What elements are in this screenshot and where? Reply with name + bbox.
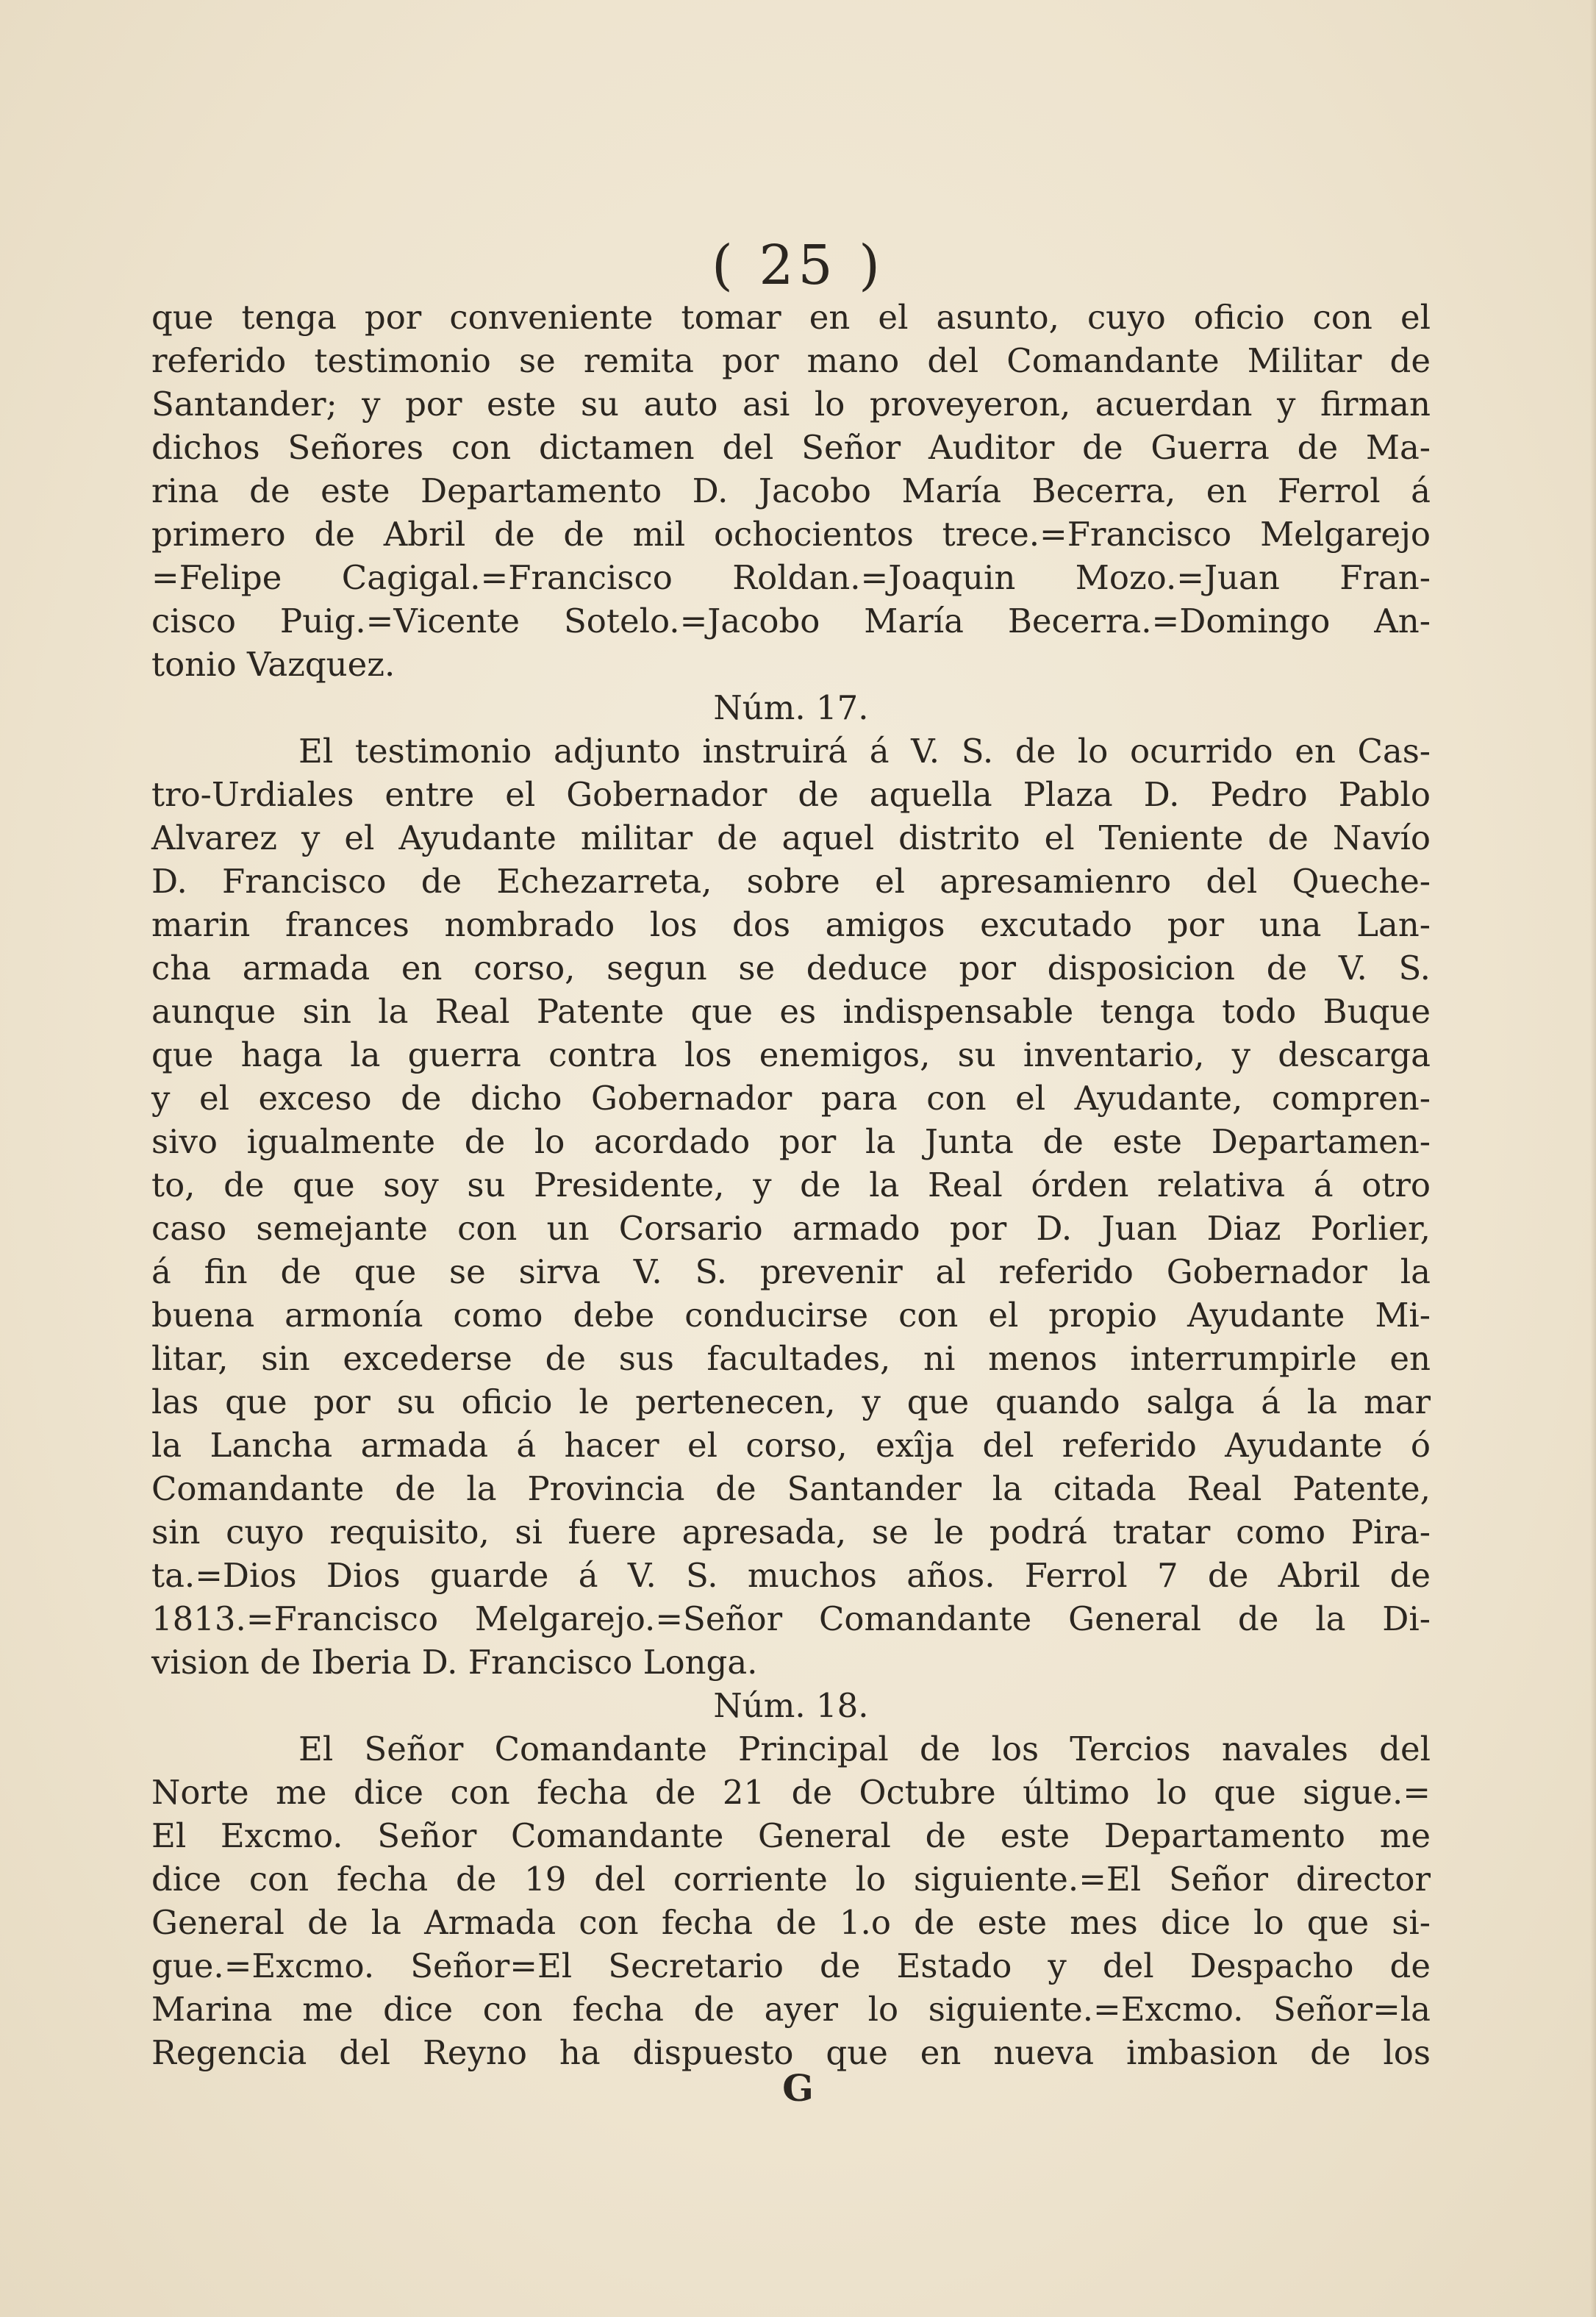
- text-line: aunque sin la Real Patente que es indispensable tenga todo Buque: [151, 992, 1431, 1031]
- text-line: sivo igualmente de lo acordado por la Junta de este Departamen-: [151, 1122, 1431, 1161]
- text-line: cisco Puig.=Vicente Sotelo.=Jacobo María Becerra.=Domingo An-: [151, 601, 1431, 640]
- text-line: rina de este Departamento D. Jacobo María Becerra, en Ferrol á: [151, 471, 1431, 510]
- signature-mark: G: [782, 2066, 814, 2110]
- text-line: vision de Iberia D. Francisco Longa.: [151, 1643, 758, 1682]
- text-line: referido testimonio se remita por mano del Comandante Militar de: [151, 341, 1431, 380]
- text-line: Alvarez y el Ayudante militar de aquel distrito el Teniente de Navío: [151, 818, 1431, 857]
- text-line: tro-Urdiales entre el Gobernador de aquella Plaza D. Pedro Pablo: [151, 775, 1431, 814]
- text-line: dichos Señores con dictamen del Señor Auditor de Guerra de Ma-: [151, 428, 1431, 467]
- text-line: gue.=Excmo. Señor=El Secretario de Estado y del Despacho de: [151, 1946, 1431, 1985]
- body-text: [151, 296, 1431, 2074]
- text-line: y el exceso de dicho Gobernador para con el Ayudante, compren-: [151, 1079, 1431, 1118]
- text-line: buena armonía como debe conducirse con el propio Ayudante Mi-: [151, 1296, 1431, 1335]
- text-line: Comandante de la Provincia de Santander la citada Real Patente,: [151, 1469, 1431, 1508]
- text-line: to, de que soy su Presidente, y de la Real órden relativa á otro: [151, 1165, 1431, 1204]
- text-line: cha armada en corso, segun se deduce por disposicion de V. S.: [151, 949, 1431, 988]
- text-line: El testimonio adjunto instruirá á V. S. de lo ocurrido en Cas-: [298, 732, 1431, 771]
- text-line: tonio Vazquez.: [151, 645, 396, 684]
- text-line: Marina me dice con fecha de ayer lo siguiente.=Excmo. Señor=la: [151, 1990, 1431, 2029]
- text-line: Norte me dice con fecha de 21 de Octubre último lo que sigue.=: [151, 1773, 1431, 1812]
- text-line: litar, sin excederse de sus facultades, ni menos interrumpirle en: [151, 1339, 1431, 1378]
- text-line: D. Francisco de Echezarreta, sobre el apresamienro del Queche-: [151, 862, 1431, 901]
- section-heading-num-18: Núm. 18.: [713, 1686, 869, 1725]
- text-line: á fin de que se sirva V. S. prevenir al referido Gobernador la: [151, 1252, 1431, 1291]
- text-line: General de la Armada con fecha de 1.o de este mes dice lo que si-: [151, 1903, 1431, 1942]
- text-line: las que por su oficio le pertenecen, y que quando salga á la mar: [151, 1382, 1431, 1421]
- page-edge-shadow: [1590, 0, 1596, 2317]
- text-line: sin cuyo requisito, si fuere apresada, se le podrá tratar como Pira-: [151, 1513, 1431, 1552]
- text-line: la Lancha armada á hacer el corso, exîja del referido Ayudante ó: [151, 1426, 1431, 1465]
- text-line: que haga la guerra contra los enemigos, su inventario, y descarga: [151, 1035, 1431, 1074]
- page-number: ( 25 ): [712, 234, 884, 297]
- text-line: primero de Abril de de mil ochocientos trece.=Francisco Melgarejo: [151, 515, 1431, 554]
- text-line: Santander; y por este su auto asi lo proveyeron, acuerdan y firman: [151, 385, 1431, 424]
- text-line: dice con fecha de 19 del corriente lo siguiente.=El Señor director: [151, 1860, 1431, 1899]
- text-line: que tenga por conveniente tomar en el asunto, cuyo oficio con el: [151, 298, 1431, 337]
- text-line: El Señor Comandante Principal de los Tercios navales del: [298, 1729, 1431, 1768]
- text-line: El Excmo. Señor Comandante General de este Departamento me: [151, 1816, 1431, 1855]
- section-heading-num-17: Núm. 17.: [713, 688, 869, 727]
- text-line: ta.=Dios Dios guarde á V. S. muchos años. Ferrol 7 de Abril de: [151, 1556, 1431, 1595]
- text-line: Regencia del Reyno ha dispuesto que en nueva imbasion de los: [151, 2033, 1431, 2072]
- text-line: marin frances nombrado los dos amigos excutado por una Lan-: [151, 905, 1431, 944]
- text-line: caso semejante con un Corsario armado por D. Juan Diaz Porlier,: [151, 1209, 1431, 1248]
- text-line: 1813.=Francisco Melgarejo.=Señor Comandante General de la Di-: [151, 1599, 1431, 1638]
- text-line: =Felipe Cagigal.=Francisco Roldan.=Joaquin Mozo.=Juan Fran-: [151, 558, 1431, 597]
